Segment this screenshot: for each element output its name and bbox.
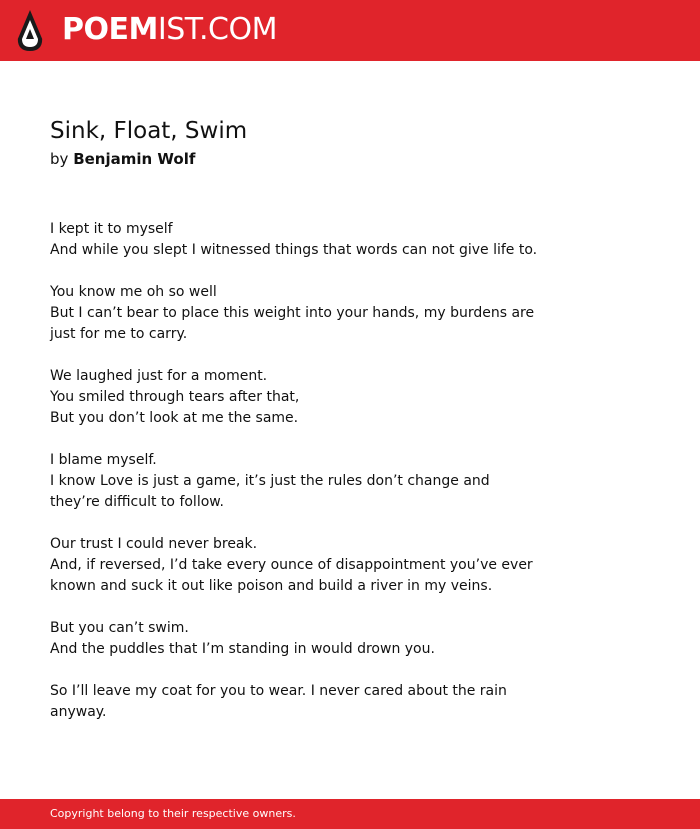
poem-line: But I can’t bear to place this weight into your hands, my burdens are: [50, 305, 535, 321]
logo-light-text: IST.COM: [157, 12, 277, 47]
poem-stanza: [50, 366, 530, 429]
poem-title: Sink, Float, Swim: [50, 118, 248, 144]
logo-bold-text: POEM: [62, 12, 158, 47]
site-footer: [0, 799, 700, 829]
poem-line: I kept it to myself: [50, 221, 173, 237]
poem-line: We laughed just for a moment.: [50, 368, 268, 384]
poem-stanza: [50, 219, 538, 261]
poem-body: [50, 219, 538, 723]
poem-line: But you can’t swim.: [50, 620, 189, 636]
poem-line: I know Love is just a game, it’s just the rules don’t change and: [50, 473, 490, 489]
poem-line: I blame myself.: [50, 452, 157, 468]
poem-line: But you don’t look at me the same.: [50, 410, 299, 426]
poem-line: known and suck it out like poison and build a river in my veins.: [50, 578, 493, 594]
poem-stanza: [50, 618, 530, 660]
pencil-tip-icon[interactable]: [17, 10, 43, 52]
site-logo[interactable]: [62, 12, 277, 48]
poem-stanza: [50, 450, 530, 513]
poem-stanza: [50, 534, 533, 597]
poem-line: You smiled through tears after that,: [50, 389, 300, 405]
poem-line: just for me to carry.: [50, 326, 188, 342]
poem-line: You know me oh so well: [50, 284, 217, 300]
copyright-text: Copyright belong to their respective owners.: [50, 807, 296, 820]
author-name: Benjamin Wolf: [73, 150, 196, 168]
poem-line: anyway.: [50, 704, 107, 720]
poem-line: they’re difficult to follow.: [50, 494, 224, 510]
poem-line: And while you slept I witnessed things that words can not give life to.: [50, 242, 538, 258]
poem-line: And the puddles that I’m standing in would drown you.: [50, 641, 435, 657]
poem-stanza: [50, 282, 535, 345]
site-header: [0, 0, 700, 61]
poem-stanza: [50, 681, 530, 723]
by-label: by: [50, 150, 69, 168]
byline: [50, 149, 195, 169]
poem-line: And, if reversed, I’d take every ounce of disappointment you’ve ever: [50, 557, 533, 573]
poem-line: Our trust I could never break.: [50, 536, 258, 552]
poem-line: So I’ll leave my coat for you to wear. I never cared about the rain: [50, 683, 507, 699]
